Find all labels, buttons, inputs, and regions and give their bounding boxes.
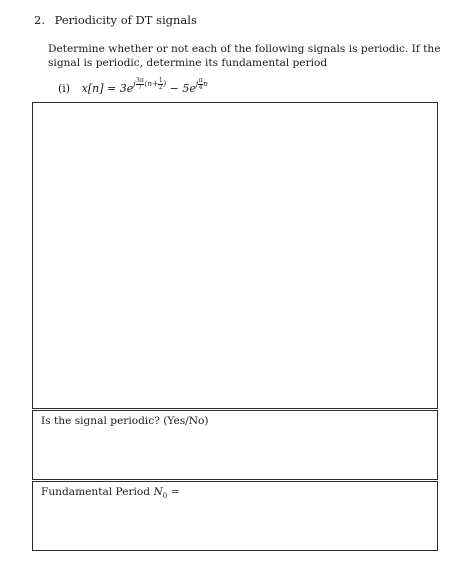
problem-number: 2.	[34, 13, 45, 27]
periodic-answer-box[interactable]	[32, 410, 438, 480]
problem-heading	[34, 13, 197, 27]
fraction-numerator: 3π	[136, 77, 144, 84]
exponent-j: j	[133, 79, 136, 88]
problem-title: Periodicity of DT signals	[54, 13, 197, 27]
term-2-exponent	[195, 77, 208, 91]
exponent-n: n	[203, 79, 208, 88]
period-subscript: 0	[162, 492, 168, 501]
exponent-fraction	[136, 78, 145, 90]
term-1-coefficient: 3e	[119, 82, 134, 95]
part-i-label: (i)	[58, 82, 71, 95]
periodic-question: Is the signal periodic? (Yes/No)	[41, 415, 209, 427]
fraction-denominator: 4	[198, 83, 203, 91]
fraction-denominator: 7	[138, 83, 142, 91]
work-area-box[interactable]	[32, 102, 438, 409]
fraction-denominator: 2	[158, 83, 163, 91]
term-1-exponent	[133, 77, 167, 91]
term-2-coefficient: 5e	[182, 82, 196, 95]
problem-instructions: Determine whether or not each of the following signals is periodic. If the signal is periodic, determine its fundamental period	[48, 43, 441, 69]
fraction-numerator: 1	[158, 77, 163, 84]
period-label-text: Fundamental Period	[41, 486, 151, 498]
exponent-j: j	[195, 79, 199, 88]
fundamental-period-label	[41, 485, 179, 503]
minus-sign: −	[169, 82, 179, 95]
fundamental-period-box[interactable]	[32, 481, 438, 551]
exponent-group-close: )	[163, 79, 167, 88]
fraction-numerator: π	[198, 77, 203, 84]
equation-lhs: x[n] =	[81, 82, 117, 95]
exponent-group-open: (n+	[144, 79, 159, 88]
period-equals: =	[170, 486, 180, 498]
period-symbol: N	[153, 486, 163, 498]
part-i-equation	[58, 78, 208, 97]
